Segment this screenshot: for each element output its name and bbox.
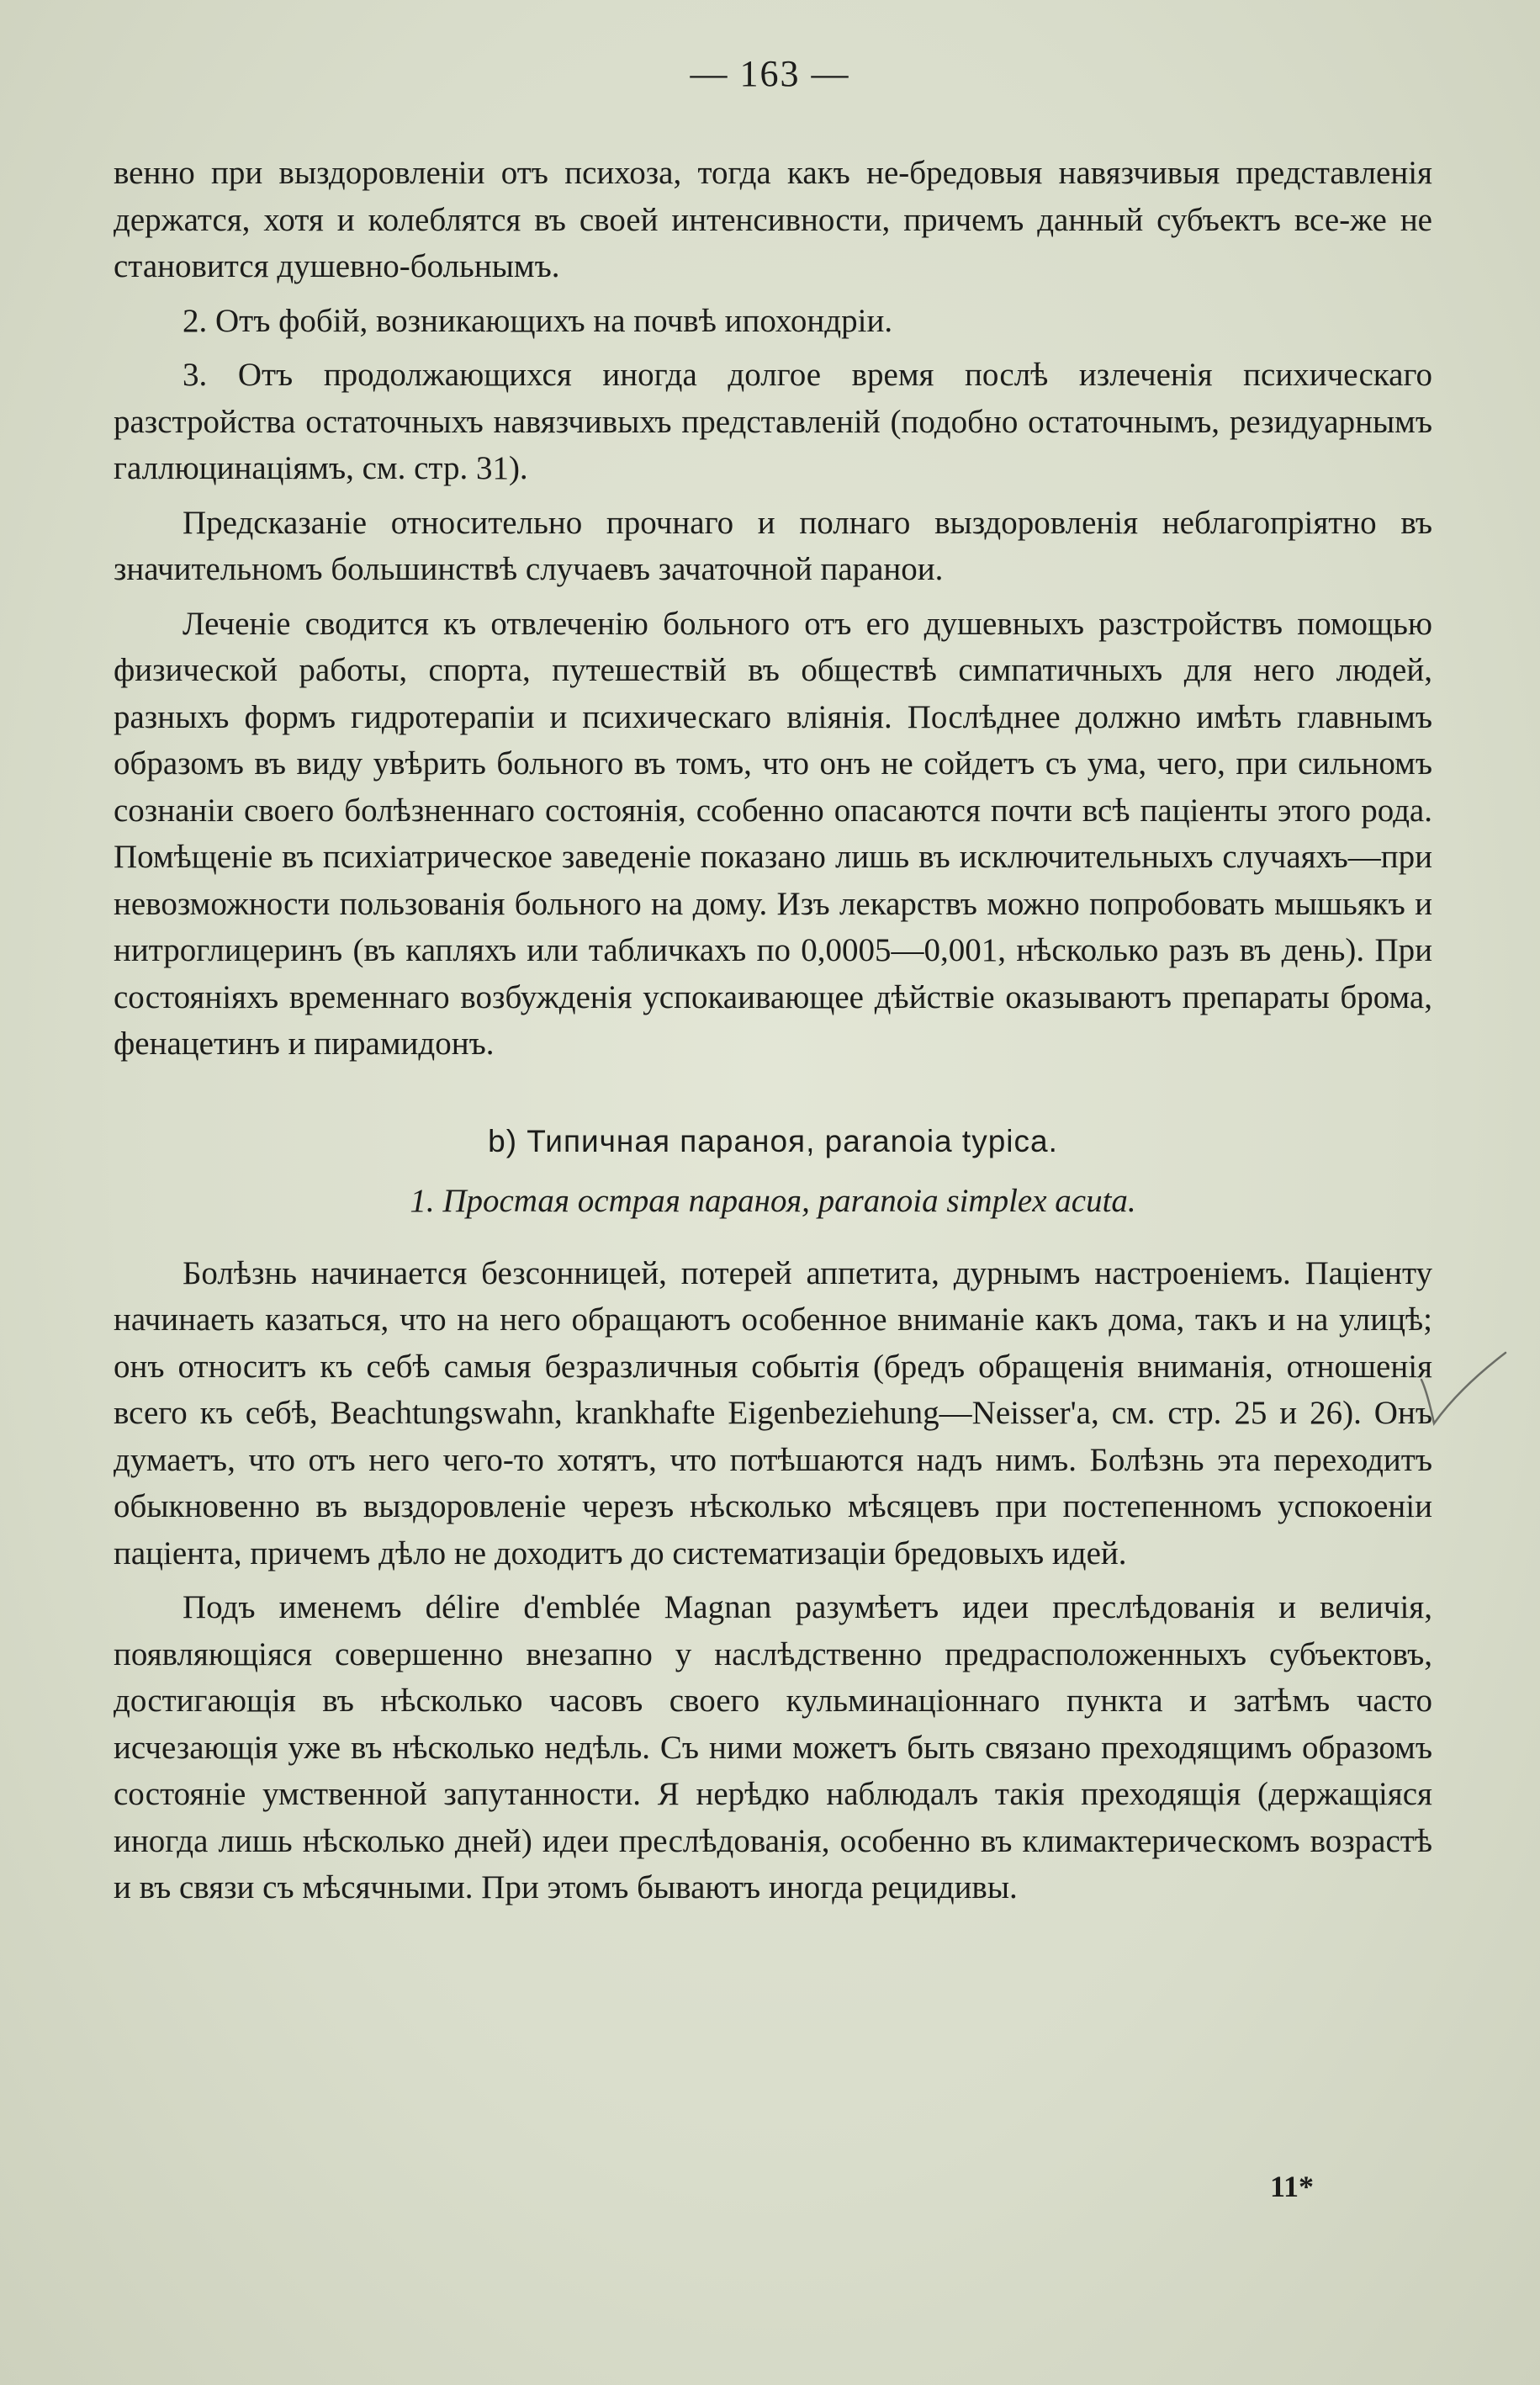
subsection-heading-ru: 1. Простая острая параноя,: [410, 1183, 810, 1219]
paragraph-continuation: венно при выздоровленіи отъ психоза, тогда какъ не-бредовыя навязчивыя представленія держатся, хотя и колеблятся въ своей интенсивности, причемъ данный субъектъ все-же не становится душевно-больнымъ.: [114, 155, 1432, 284]
pencil-checkmark-annotation: [1417, 1346, 1510, 1439]
paragraph-phobias: 2. Отъ фобій, возникающихъ на почвѣ ипохондріи.: [183, 302, 893, 339]
subsection-heading: [114, 1178, 1432, 1225]
paragraph-delire-demblee: Подъ именемъ délire d'emblée Magnan разумѣетъ идеи преслѣдованія и величія, появляющіяся совершенно внезапно у наслѣдственно предрасположенныхъ субъектовъ, достигающія въ нѣсколько часовъ своего кульминаціоннаго пункта и затѣмъ часто исчезающія уже въ нѣсколько недѣль. Съ ними можетъ быть связано преходящимъ образомъ состояніе умственной запутанности. Я нерѣдко наблюдалъ такія преходящія (держащіяся иногда лишь нѣсколько дней) идеи преслѣдованія, особенно въ климактерическомъ возрастѣ и въ связи съ мѣсячными. При этомъ бываютъ иногда рецидивы.: [114, 1589, 1432, 1905]
subsection-heading-latin: paranoia simplex acuta.: [818, 1183, 1136, 1219]
paragraph-residual: 3. Отъ продолжающихся иногда долгое время послѣ излеченія психическаго разстройства остаточныхъ навязчивыхъ представленій (подобно остаточнымъ, резидуарнымъ галлюцинаціямъ, см. стр. 31).: [114, 357, 1432, 486]
page-number: — 163 —: [690, 53, 850, 94]
paragraph-disease-course: Болѣзнь начинается безсонницей, потерей аппетита, дурнымъ настроеніемъ. Паціенту начинаеть казаться, что на него обращаютъ особенное вниманіе какъ дома, такъ и на улицѣ; онъ относитъ къ себѣ самыя безразличныя событія (бредъ обращенія вниманія, отношенія всего къ себѣ, Beachtungswahn, krankhafte Eigenbeziehung—Neisser'а, см. стр. 25 и 26). Онъ думаетъ, что отъ него чего-то хотятъ, что потѣшаются надъ нимъ. Болѣзнь эта переходитъ обыкновенно въ выздоровленіе черезъ нѣсколько мѣсяцевъ при постепенномъ успокоеніи паціента, причемъ дѣло не доходитъ до систематизаціи бредовыхъ идей.: [114, 1254, 1432, 1571]
paragraph-treatment: Леченіе сводится къ отвлеченію больного отъ его душевныхъ разстройствъ помощью физической работы, спорта, путешествій въ обществѣ симпатичныхъ для него людей, разныхъ формъ гидротерапіи и психическаго вліянія. Послѣднее должно имѣть главнымъ образомъ въ виду увѣрить больного въ томъ, что онъ не сойдетъ съ ума, чего, при сильномъ сознаніи своего болѣзненнаго состоянія, ссобенно опасаются почти всѣ паціенты этого рода. Помѣщеніе въ психіатрическое заведеніе показано лишь въ исключительныхъ случаяхъ—при невозможности пользованія больного на дому. Изъ лекарствъ можно попробовать мышьякъ и нитроглицеринъ (въ капляхъ или табличкахъ по 0,0005—0,001, нѣсколько разъ въ день). При состояніяхъ временнаго возбужденія успокаивающее дѣйствіе оказываютъ препараты брома, фенацетинъ и пирамидонъ.: [114, 605, 1432, 1062]
paragraph-prognosis: Предсказаніе относительно прочнаго и полнаго выздоровленія неблагопріятно въ значительномъ большинствѣ случаевъ зачаточной паранои.: [114, 504, 1432, 587]
signature-mark: 11*: [1270, 2170, 1315, 2203]
page-body: [114, 150, 1432, 1919]
section-heading: b) Типичная параноя, paranoia typica.: [488, 1123, 1058, 1158]
